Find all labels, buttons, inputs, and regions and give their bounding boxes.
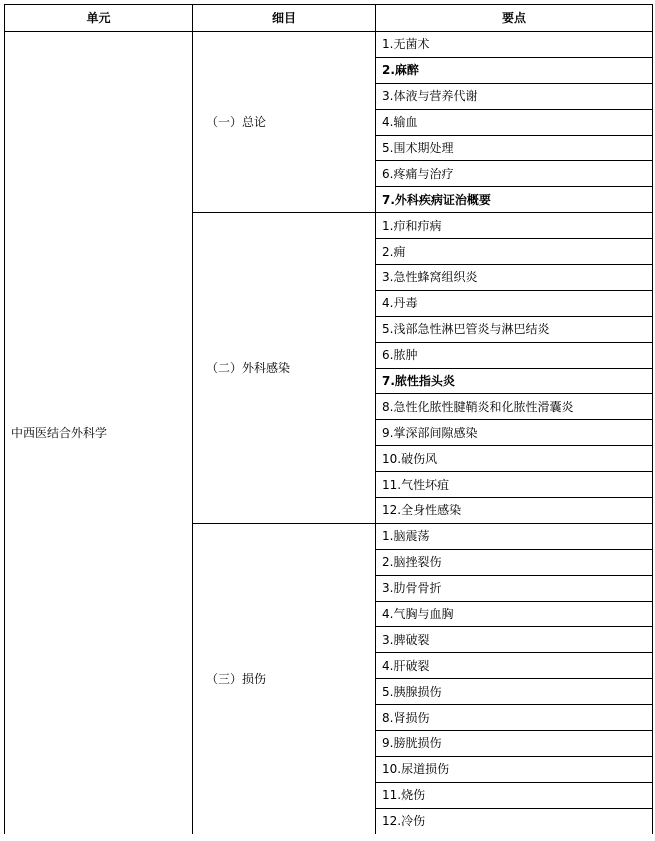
point-cell: 1.疖和疖病 bbox=[376, 213, 653, 239]
point-cell: 11.气性坏疽 bbox=[376, 472, 653, 498]
detail-cell: （三）损伤 bbox=[193, 523, 376, 834]
point-cell: 4.气胸与血胸 bbox=[376, 601, 653, 627]
table-row bbox=[5, 32, 653, 58]
point-cell: 2.脑挫裂伤 bbox=[376, 549, 653, 575]
unit-cell: 中西医结合外科学 bbox=[5, 32, 193, 835]
point-cell: 5.围术期处理 bbox=[376, 135, 653, 161]
point-cell: 6.脓肿 bbox=[376, 342, 653, 368]
point-cell: 3.脾破裂 bbox=[376, 627, 653, 653]
point-cell: 8.急性化脓性腱鞘炎和化脓性滑囊炎 bbox=[376, 394, 653, 420]
point-cell: 9.膀胱损伤 bbox=[376, 731, 653, 757]
point-cell: 2.麻醉 bbox=[376, 57, 653, 83]
point-cell: 12.全身性感染 bbox=[376, 498, 653, 524]
point-cell: 9.掌深部间隙感染 bbox=[376, 420, 653, 446]
point-cell: 5.浅部急性淋巴管炎与淋巴结炎 bbox=[376, 316, 653, 342]
detail-cell: （一）总论 bbox=[193, 32, 376, 213]
point-cell: 3.肋骨骨折 bbox=[376, 575, 653, 601]
point-cell: 1.无菌术 bbox=[376, 32, 653, 58]
point-cell: 3.急性蜂窝组织炎 bbox=[376, 265, 653, 291]
header-points: 要点 bbox=[376, 5, 653, 32]
point-cell: 1.脑震荡 bbox=[376, 523, 653, 549]
table-body bbox=[5, 32, 653, 835]
point-cell: 3.体液与营养代谢 bbox=[376, 83, 653, 109]
header-detail: 细目 bbox=[193, 5, 376, 32]
point-cell: 8.肾损伤 bbox=[376, 705, 653, 731]
point-cell: 4.丹毒 bbox=[376, 290, 653, 316]
point-cell: 7.脓性指头炎 bbox=[376, 368, 653, 394]
syllabus-table bbox=[4, 4, 653, 834]
point-cell: 5.胰腺损伤 bbox=[376, 679, 653, 705]
point-cell: 11.烧伤 bbox=[376, 782, 653, 808]
header-row bbox=[5, 5, 653, 32]
point-cell: 10.破伤风 bbox=[376, 446, 653, 472]
detail-cell: （二）外科感染 bbox=[193, 213, 376, 524]
point-cell: 7.外科疾病证治概要 bbox=[376, 187, 653, 213]
point-cell: 6.疼痛与治疗 bbox=[376, 161, 653, 187]
point-cell: 4.肝破裂 bbox=[376, 653, 653, 679]
header-unit: 单元 bbox=[5, 5, 193, 32]
point-cell: 2.痈 bbox=[376, 239, 653, 265]
point-cell: 10.尿道损伤 bbox=[376, 756, 653, 782]
point-cell: 12.冷伤 bbox=[376, 808, 653, 834]
point-cell: 4.输血 bbox=[376, 109, 653, 135]
